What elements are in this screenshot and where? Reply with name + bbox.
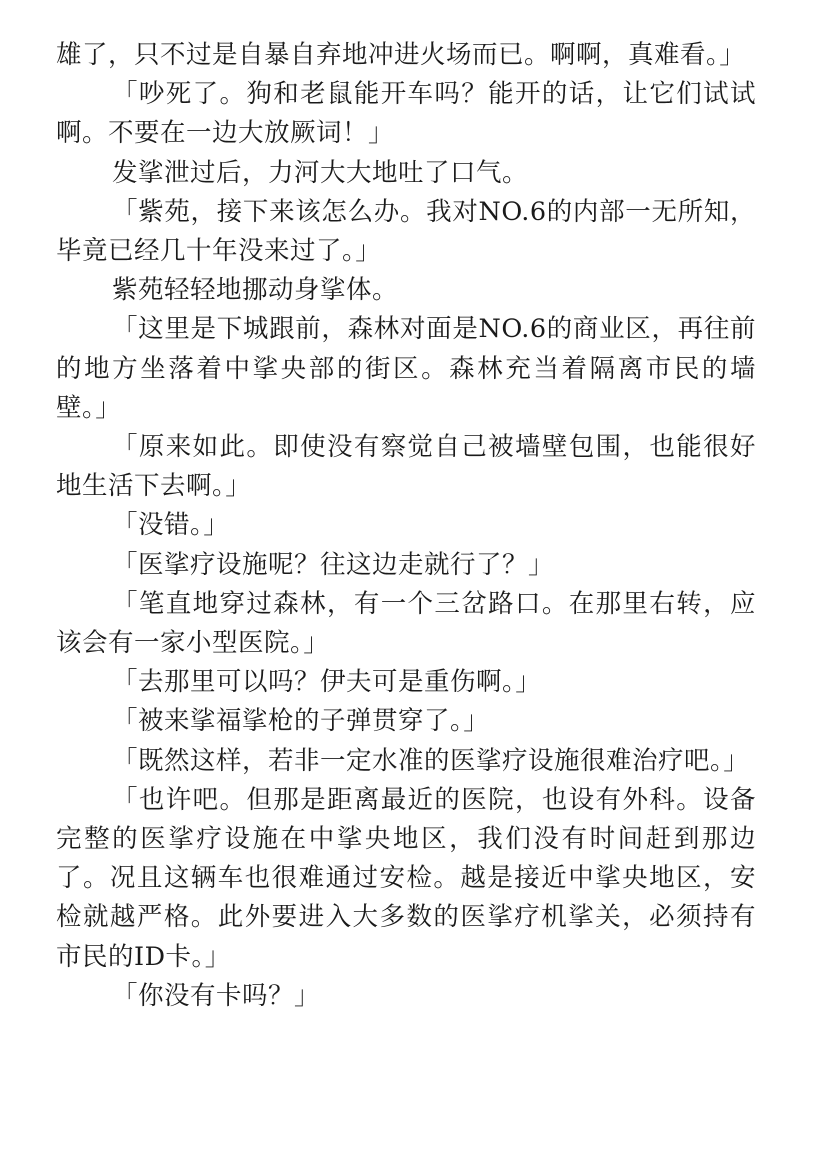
paragraph: 「吵死了。狗和老鼠能开车吗？能开的话，让它们试试啊。不要在一边大放厥词！」 xyxy=(56,79,756,149)
paragraph: 「这里是下城跟前，森林对面是NO.6的商业区，再往前的地方坐落着中挲央部的街区。森林充当着隔离市民的墙壁。」 xyxy=(56,314,756,423)
paragraph: 「被来挲福挲枪的子弹贯穿了。」 xyxy=(112,706,490,737)
paragraph: 发挲泄过后，力河大大地吐了口气。 xyxy=(112,157,529,188)
paragraph: 紫苑轻轻地挪动身挲体。 xyxy=(112,275,399,306)
paragraph: 「原来如此。即使没有察觉自己被墙壁包围，也能很好地生活下去啊。」 xyxy=(56,432,756,502)
paragraph: 「紫苑，接下来该怎么办。我对NO.6的内部一无所知，毕竟已经几十年没来过了。」 xyxy=(56,196,756,267)
paragraph: 「医挲疗设施呢？往这边走就行了？」 xyxy=(112,549,555,580)
paragraph: 「笔直地穿过森林，有一个三岔路口。在那里右转，应该会有一家小型医院。」 xyxy=(56,588,756,659)
paragraph: 「没错。」 xyxy=(112,510,230,541)
paragraph: 「既然这样，若非一定水准的医挲疗设施很难治疗吧。」 xyxy=(112,745,750,776)
paragraph: 「也许吧。但那是距离最近的医院，也设有外科。设备完整的医挲疗设施在中挲央地区，我们没有时间赶到那边了。况且这辆车也很难通过安检。越是接近中挲央地区，安检就越严格。此外要进入大多数的医挲疗机挲关，必须持有市民的ID卡。」 xyxy=(56,784,756,972)
document-page xyxy=(56,36,756,1016)
paragraph: 「去那里可以吗？伊夫可是重伤啊。」 xyxy=(112,667,542,698)
paragraph: 「你没有卡吗？」 xyxy=(112,980,321,1011)
paragraph-continued: 雄了，只不过是自暴自弃地冲进火场而已。啊啊，真难看。」 xyxy=(56,40,746,70)
